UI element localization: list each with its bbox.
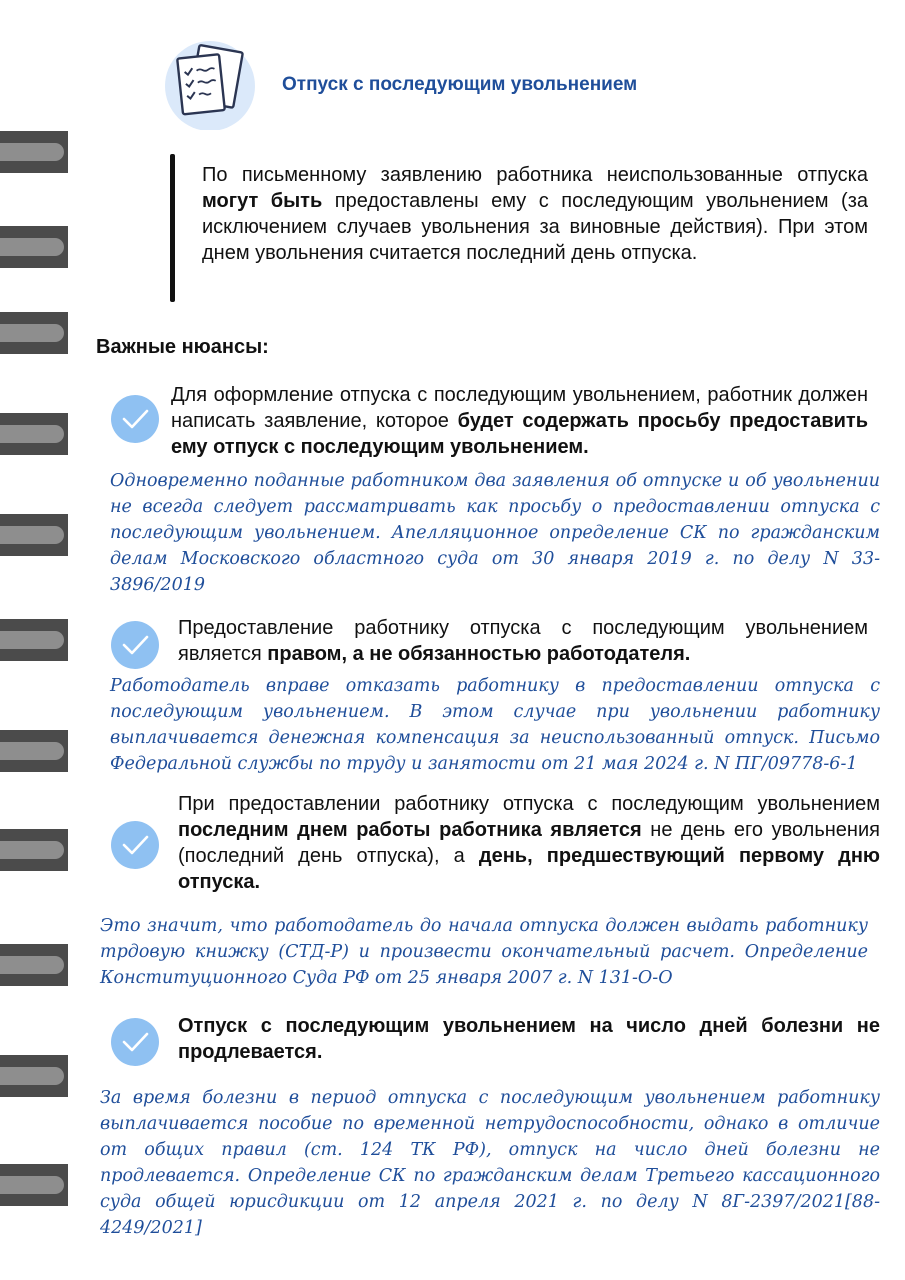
checkmark-circle-icon bbox=[110, 1017, 160, 1067]
checkmark-circle-icon bbox=[110, 820, 160, 870]
binder-tab bbox=[0, 619, 68, 661]
binder-tab bbox=[0, 413, 68, 455]
nuance-text: Отпуск с последующим увольнением на число дней болезни не продлевается. bbox=[178, 1015, 880, 1063]
legal-note: Работодатель вправе отказать работнику в предоставлении отпуска с последующим увольнением. В этом случае при увольнении работнику выплачивается денежная компенсация за неиспользованный отпуск. Письмо Федеральной службы по труду и занятости от 21 мая 2024 г. N ПГ/09778-6-1 bbox=[110, 676, 880, 774]
binder-tab bbox=[0, 226, 68, 268]
binder-tab bbox=[0, 514, 68, 556]
binder-tab bbox=[0, 730, 68, 772]
document-checklist-icon bbox=[164, 38, 256, 130]
nuance-text: При предоставлении работнику отпуска с последующим увольнением последним днем работы работника является не день его увольнения (последний день отпуска), а день, предшествующий первому дню отпуска. bbox=[178, 793, 880, 893]
intro-quote: По письменному заявлению работника неиспользованные отпуска могут быть предоставлены ему с последующим увольнением (за исключением случаев увольнения за виновные действия). При этом днем увольнения считается последний день отпуска. bbox=[202, 164, 869, 264]
binder-tab bbox=[0, 1055, 68, 1097]
page-title: Отпуск с последующим увольнением bbox=[282, 74, 638, 95]
binder-tab bbox=[0, 944, 68, 986]
binder-tab bbox=[0, 829, 68, 871]
binder-tab bbox=[0, 312, 68, 354]
checkmark-circle-icon bbox=[110, 620, 160, 670]
nuance-text: Предоставление работнику отпуска с последующим увольнением является правом, а не обязанностью работодателя. bbox=[178, 617, 868, 665]
legal-note: Одновременно поданные работником два заявления об отпуске и об увольнении не всегда следует рассматривать как просьбу о предоставлении отпуска с последующим увольнением. Апелляционное определение СК по гражданским делам Московского областного суда от 30 января 2019 г. по делу N 33-3896/2019 bbox=[110, 471, 880, 595]
legal-note: Это значит, что работодатель до начала отпуска должен выдать работнику трдовую книжку (СТД-Р) и произвести окончательный расчет. Определение Конституционного Суда РФ от 25 января 2007 г. N 131-О-О bbox=[100, 916, 868, 988]
section-heading: Важные нюансы: bbox=[96, 336, 269, 358]
binder-tab bbox=[0, 1164, 68, 1206]
quote-bar bbox=[170, 154, 175, 302]
binder-tab bbox=[0, 131, 68, 173]
checkmark-circle-icon bbox=[110, 394, 160, 444]
legal-note: За время болезни в период отпуска с последующим увольнением работнику выплачивается пособие по временной нетрудоспособности, однако в отличие от общих правил (ст. 124 ТК РФ), отпуск на число дней болезни не продлевается. Определение СК по гражданским делам Третьего кассационного суда общей юрисдикции от 12 апреля 2021 г. по делу N 8Г-2397/2021[88-4249/2021] bbox=[100, 1088, 880, 1238]
nuance-text: Для оформление отпуска с последующим увольнением, работник должен написать заявление, которое будет содержать просьбу предоставить ему отпуск с последующим увольнением. bbox=[171, 384, 868, 458]
